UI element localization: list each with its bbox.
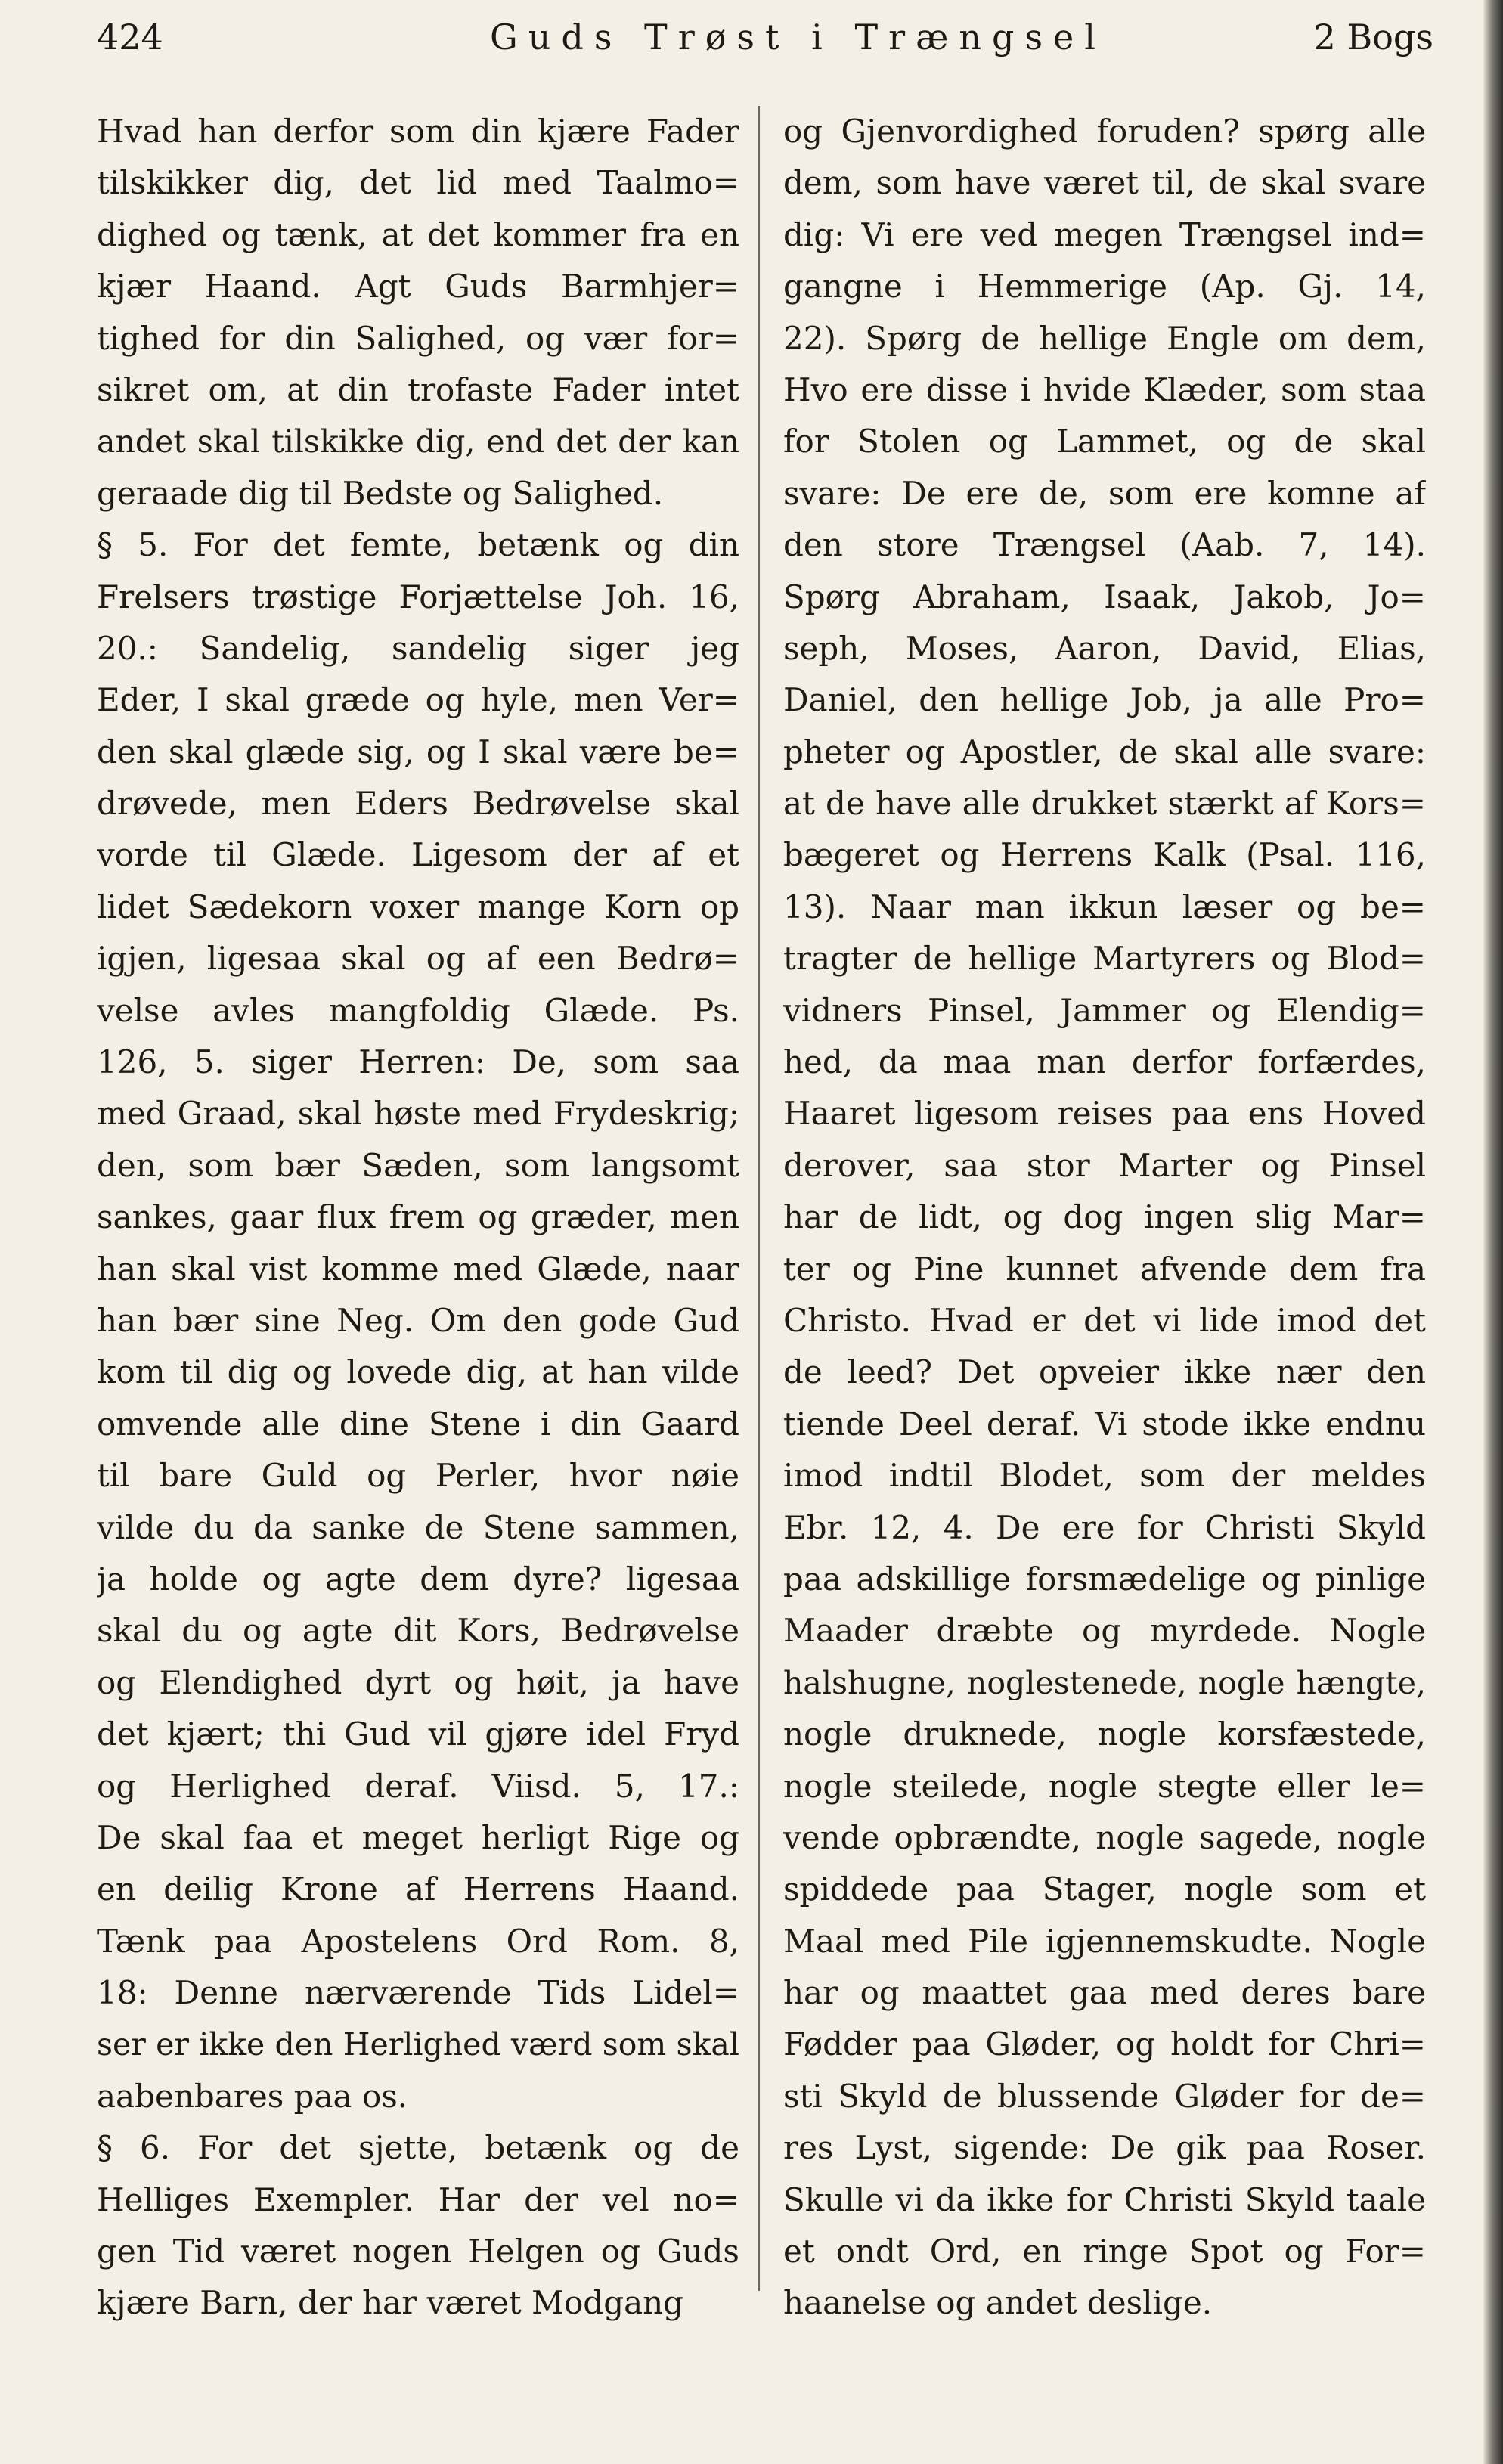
text-line: derover, saa stor Marter og Pinsel xyxy=(783,1146,1426,1184)
text-line: dighed og tænk, at det kommer fra en xyxy=(97,215,739,253)
text-line: tighed for din Salighed, og vær for= xyxy=(97,319,739,357)
text-line: med Graad, skal høste med Frydeskrig; xyxy=(97,1095,739,1133)
text-line: han skal vist komme med Glæde, naar xyxy=(97,1250,739,1288)
text-line: Fødder paa Gløder, og holdt for Chri= xyxy=(783,2025,1426,2063)
text-line: svare: De ere de, som ere komne af xyxy=(783,474,1426,512)
text-line: dem, som have været til, de skal svare xyxy=(783,164,1426,202)
text-line: sti Skyld de blussende Gløder for de= xyxy=(783,2077,1426,2115)
text-line: en deilig Krone af Herrens Haand. xyxy=(97,1870,739,1908)
text-line: paa adskillige forsmædelige og pinlige xyxy=(783,1560,1426,1598)
text-line: imod indtil Blodet, som der meldes xyxy=(783,1457,1426,1495)
text-line: hed, da maa man derfor forfærdes, xyxy=(783,1043,1426,1081)
page-header xyxy=(97,11,1433,71)
text-line: og Herlighed deraf. Viisd. 5, 17.: xyxy=(97,1767,739,1805)
text-line: og Elendighed dyrt og høit, ja have xyxy=(97,1663,739,1701)
text-line: aabenbares paa os. xyxy=(97,2077,408,2115)
text-line: omvende alle dine Stene i din Gaard xyxy=(97,1405,739,1443)
text-line: har og maattet gaa med deres bare xyxy=(783,1974,1426,2012)
text-line: til bare Guld og Perler, hvor nøie xyxy=(97,1457,739,1495)
text-line: Tænk paa Apostelens Ord Rom. 8, xyxy=(97,1922,739,1960)
text-line: § 5. For det femte, betænk og din xyxy=(97,526,739,564)
text-line: den store Trængsel (Aab. 7, 14). xyxy=(783,526,1426,564)
text-line: 22). Spørg de hellige Engle om dem, xyxy=(783,319,1426,357)
text-line: sankes, gaar flux frem og græder, men xyxy=(97,1198,739,1236)
text-line: vende opbrændte, nogle sagede, nogle xyxy=(783,1818,1426,1856)
text-line: Eder, I skal græde og hyle, men Ver= xyxy=(97,681,739,719)
text-line: gen Tid været nogen Helgen og Guds xyxy=(97,2233,739,2270)
text-line: 20.: Sandelig, sandelig siger jeg xyxy=(97,629,739,667)
text-line: for Stolen og Lammet, og de skal xyxy=(783,423,1426,460)
text-line: vidners Pinsel, Jammer og Elendig= xyxy=(783,991,1426,1029)
text-line: kjære Barn, der har været Modgang xyxy=(97,2284,684,2322)
text-line: de leed? Det opveier ikke nær den xyxy=(783,1353,1426,1391)
text-line: ser er ikke den Herlighed værd som skal xyxy=(97,2026,739,2063)
text-line: og Gjenvordighed foruden? spørg alle xyxy=(783,113,1426,150)
text-line: lidet Sædekorn voxer mange Korn op xyxy=(97,888,739,925)
text-line: Maal med Pile igjennemskudte. Nogle xyxy=(783,1922,1426,1960)
text-line: den, som bær Sæden, som langsomt xyxy=(97,1146,739,1184)
text-line: Daniel, den hellige Job, ja alle Pro= xyxy=(783,681,1426,719)
running-title: Guds Trøst i Trængsel xyxy=(490,17,1106,57)
text-line: tragter de hellige Martyrers og Blod= xyxy=(783,940,1426,978)
text-line: geraade dig til Bedste og Salighed. xyxy=(97,474,664,512)
text-line: Christo. Hvad er det vi lide imod det xyxy=(783,1301,1426,1339)
text-line: det kjært; thi Gud vil gjøre idel Fryd xyxy=(97,1716,739,1753)
text-line: gangne i Hemmerige (Ap. Gj. 14, xyxy=(783,268,1426,305)
text-line: 126, 5. siger Herren: De, som saa xyxy=(97,1043,739,1081)
text-line: Frelsers trøstige Forjættelse Joh. 16, xyxy=(97,578,739,615)
right-text-column xyxy=(783,106,1426,2329)
text-line: Ebr. 12, 4. De ere for Christi Skyld xyxy=(783,1508,1426,1546)
text-line: et ondt Ord, en ringe Spot og For= xyxy=(783,2233,1426,2270)
text-line: 18: Denne nærværende Tids Lidel= xyxy=(97,1974,739,2012)
text-line: kjær Haand. Agt Guds Barmhjer= xyxy=(97,268,739,305)
text-line: pheter og Apostler, de skal alle svare: xyxy=(783,733,1426,770)
text-line: Helliges Exempler. Har der vel no= xyxy=(97,2180,739,2218)
text-line: nogle druknede, nogle korsfæstede, xyxy=(783,1716,1426,1753)
text-line: spiddede paa Stager, nogle som et xyxy=(783,1870,1426,1908)
text-line: andet skal tilskikke dig, end det der kan xyxy=(97,423,739,460)
text-line: dig: Vi ere ved megen Trængsel ind= xyxy=(783,215,1426,253)
text-line: halshugne, noglestenede, nogle hængte, xyxy=(783,1664,1426,1701)
text-line: vilde du da sanke de Stene sammen, xyxy=(97,1508,739,1546)
text-line: igjen, ligesaa skal og af een Bedrø= xyxy=(97,940,739,978)
text-line: Hvo ere disse i hvide Klæder, som staa xyxy=(783,370,1426,408)
text-line: Haaret ligesom reises paa ens Hoved xyxy=(783,1095,1426,1133)
text-line: Maader dræbte og myrdede. Nogle xyxy=(783,1612,1426,1650)
left-text-column xyxy=(97,106,739,2329)
page-number: 424 xyxy=(97,17,163,57)
text-line: den skal glæde sig, og I skal være be= xyxy=(97,733,739,770)
text-line: haanelse og andet deslige. xyxy=(783,2284,1213,2322)
text-line: res Lyst, sigende: De gik paa Roser. xyxy=(783,2129,1426,2167)
text-line: Spørg Abraham, Isaak, Jakob, Jo= xyxy=(783,578,1426,615)
text-line: velse avles mangfoldig Glæde. Ps. xyxy=(97,991,739,1029)
text-line: Hvad han derfor som din kjære Fader xyxy=(97,113,739,150)
text-line: skal du og agte dit Kors, Bedrøvelse xyxy=(97,1612,739,1650)
text-line: vorde til Glæde. Ligesom der af et xyxy=(97,836,739,874)
text-line: ter og Pine kunnet afvende dem fra xyxy=(783,1250,1426,1288)
column-divider xyxy=(758,106,760,2291)
text-line: 13). Naar man ikkun læser og be= xyxy=(783,888,1426,925)
text-line: kom til dig og lovede dig, at han vilde xyxy=(97,1353,739,1391)
text-line: nogle steilede, nogle stegte eller le= xyxy=(783,1767,1426,1805)
text-line: tiende Deel deraf. Vi stode ikke endnu xyxy=(783,1405,1426,1443)
text-line: har de lidt, og dog ingen slig Mar= xyxy=(783,1198,1426,1236)
text-line: seph, Moses, Aaron, David, Elias, xyxy=(783,629,1426,667)
text-line: bægeret og Herrens Kalk (Psal. 116, xyxy=(783,836,1426,874)
book-spine-edge xyxy=(1483,0,1503,2464)
text-line: De skal faa et meget herligt Rige og xyxy=(97,1818,739,1856)
text-line: at de have alle drukket stærkt af Kors= xyxy=(783,785,1426,823)
text-line: Skulle vi da ikke for Christi Skyld taale xyxy=(783,2180,1426,2218)
text-line: § 6. For det sjette, betænk og de xyxy=(97,2129,739,2167)
text-line: han bær sine Neg. Om den gode Gud xyxy=(97,1301,739,1339)
text-line: sikret om, at din trofaste Fader intet xyxy=(97,370,739,408)
text-line: tilskikker dig, det lid med Taalmo= xyxy=(97,164,739,202)
book-label: 2 Bogs xyxy=(1313,17,1433,57)
text-line: ja holde og agte dem dyre? ligesaa xyxy=(97,1560,739,1598)
text-line: drøvede, men Eders Bedrøvelse skal xyxy=(97,785,739,823)
